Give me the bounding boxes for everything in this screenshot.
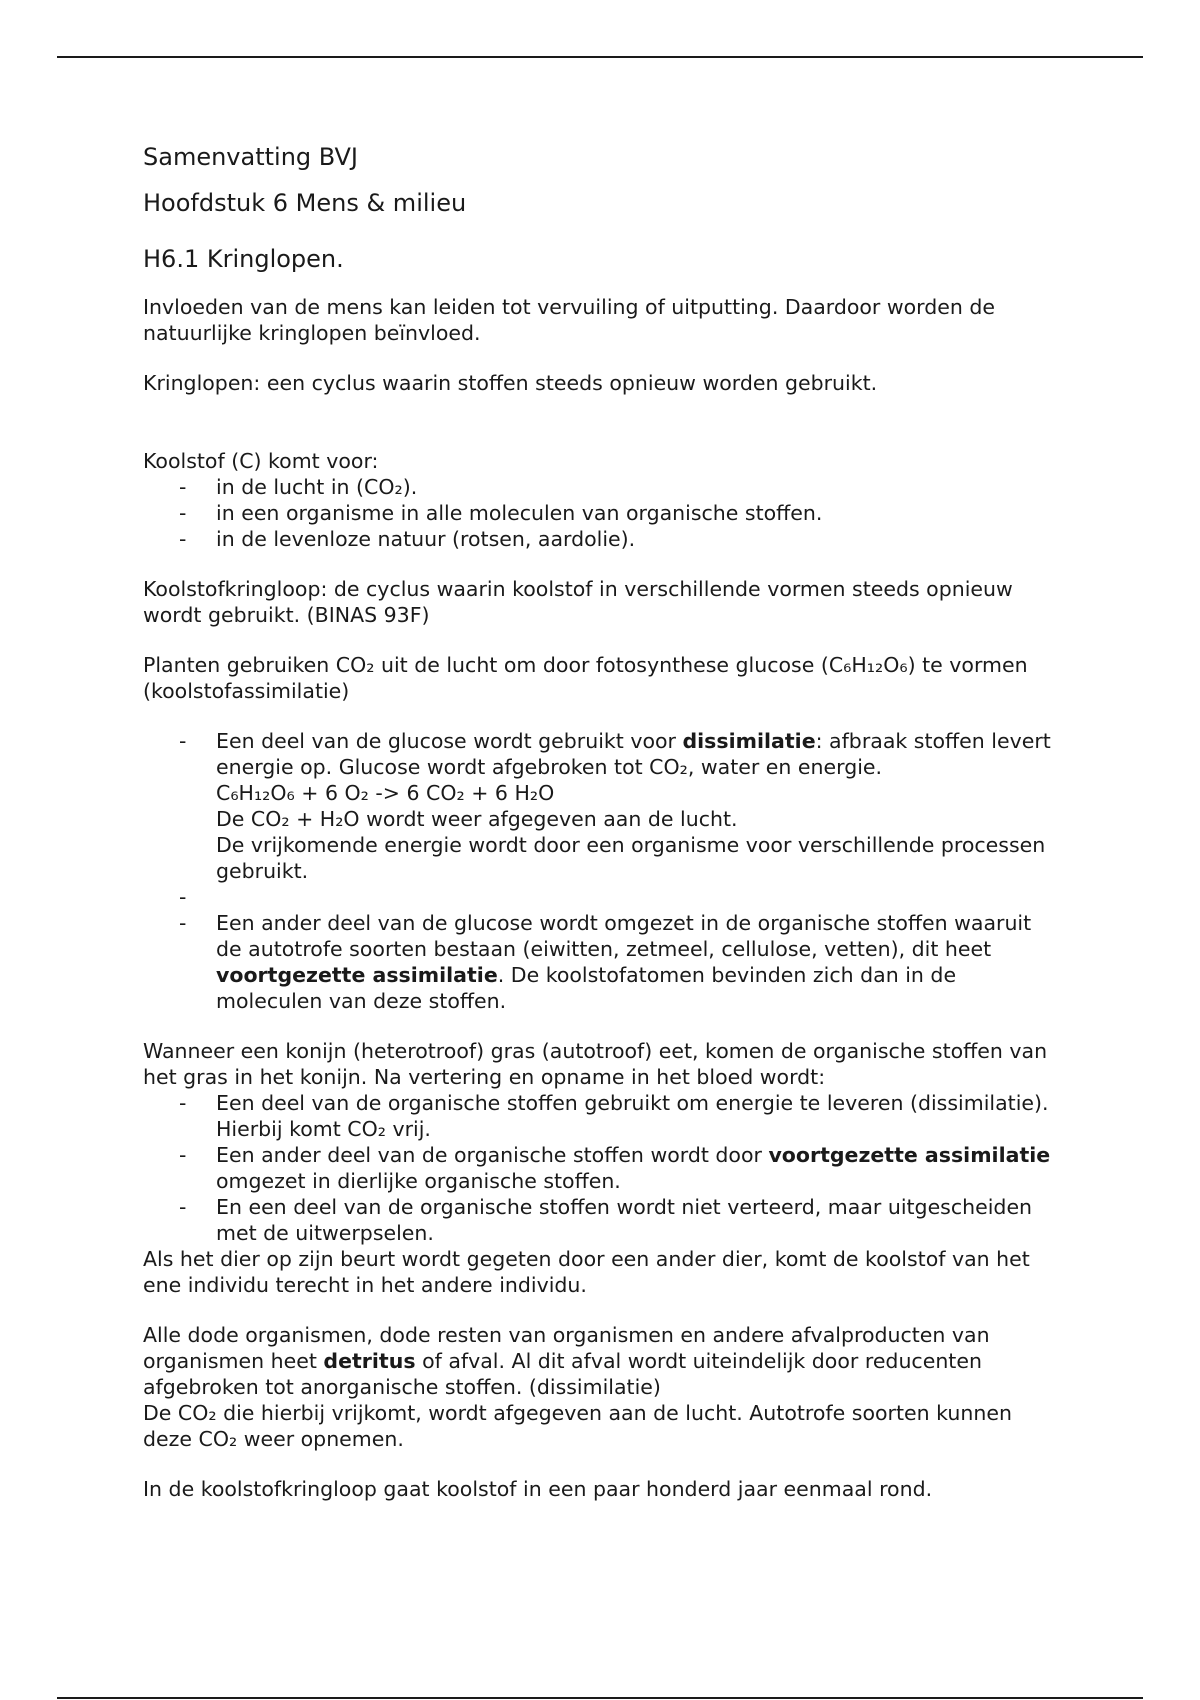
koolstof-list [143,474,1063,552]
document-body [143,140,1063,1502]
chapter-heading: Hoofdstuk 6 Mens & milieu [143,189,467,217]
paragraph-rond: In de koolstofkringloop gaat koolstof in een paar honderd jaar eenmaal rond. [143,1477,933,1501]
glucose-co2-line: De CO₂ + H₂O wordt weer afgegeven aan de lucht. [216,807,738,831]
list-item: - Een deel van de glucose wordt gebruikt voor dissimilatie: afbraak stoffen levert energie op. Glucose wordt afgebroken tot CO₂, water en energie. C₆H₁₂O₆ + 6 O₂ -> 6 CO₂ + 6 H₂O De CO₂ + H₂O wordt weer afgegeven aan de lucht. De vrijkomende energie wordt door een organisme voor verschillende processen gebruikt. [143,728,1063,884]
paragraph-kringlopen: Kringlopen: een cyclus waarin stoffen steeds opnieuw worden gebruikt. [143,371,878,395]
footer-rule [57,1697,1143,1699]
list-item: - Een deel van de organische stoffen gebruikt om energie te leveren (dissimilatie). Hierbij komt CO₂ vrij. [143,1090,1063,1142]
list-item: - in de lucht in (CO₂). [143,474,1063,500]
paragraph-co2: De CO₂ die hierbij vrijkomt, wordt afgegeven aan de lucht. Autotrofe soorten kunnen deze CO₂ weer opnemen. [143,1401,1012,1451]
list-item: - in een organisme in alle moleculen van organische stoffen. [143,500,1063,526]
paragraph-koolstofkringloop: Koolstofkringloop: de cyclus waarin koolstof in verschillende vormen steeds opnieuw wordt gebruikt. (BINAS 93F) [143,577,1013,627]
section-heading: H6.1 Kringlopen. [143,245,344,273]
glucose-formula: C₆H₁₂O₆ + 6 O₂ -> 6 CO₂ + 6 H₂O [216,781,555,805]
paragraph-detritus: Alle dode organismen, dode resten van organismen en andere afvalproducten van organismen heet detritus of afval. Al dit afval wordt uiteindelijk door reducenten afgebroken tot anorganische stoffen. (dissimilatie) [143,1323,990,1399]
term-dissimilatie: dissimilatie [682,729,816,753]
paragraph-invloeden: Invloeden van de mens kan leiden tot vervuiling of uitputting. Daardoor worden de natuurlijke kringlopen beïnvloed. [143,295,996,345]
list-item: - En een deel van de organische stoffen wordt niet verteerd, maar uitgescheiden met de uitwerpselen. [143,1194,1063,1246]
konijn-list [143,1090,1063,1246]
term-voortgezette-assimilatie: voortgezette assimilatie [768,1143,1051,1167]
list-item: - Een ander deel van de organische stoffen wordt door voortgezette assimilatie omgezet in dierlijke organische stoffen. [143,1142,1063,1194]
glucose-energie-line: De vrijkomende energie wordt door een organisme voor verschillende processen gebruikt. [216,833,1046,883]
list-item: - Een ander deel van de glucose wordt omgezet in de organische stoffen waaruit de autotrofe soorten bestaan (eiwitten, zetmeel, cellulose, vetten), dit heet voortgezette assimilatie. De koolstofatomen bevinden zich dan in de moleculen van deze stoffen. [143,910,1063,1014]
list-item: - in de levenloze natuur (rotsen, aardolie). [143,526,1063,552]
document-title: Samenvatting BVJ [143,143,358,171]
paragraph-koolstof-intro: Koolstof (C) komt voor: [143,449,379,473]
paragraph-dier: Als het dier op zijn beurt wordt gegeten door een ander dier, komt de koolstof van het ene individu terecht in het andere individu. [143,1247,1030,1297]
term-detritus: detritus [323,1349,416,1373]
paragraph-planten: Planten gebruiken CO₂ uit de lucht om door fotosynthese glucose (C₆H₁₂O₆) te vormen (koolstofassimilatie) [143,653,1028,703]
term-voortgezette-assimilatie: voortgezette assimilatie [216,963,498,987]
header-rule [57,56,1143,58]
paragraph-konijn: Wanneer een konijn (heterotroof) gras (autotroof) eet, komen de organische stoffen van het gras in het konijn. Na vertering en opname in het bloed wordt: [143,1039,1048,1089]
glucose-list [143,728,1063,1014]
